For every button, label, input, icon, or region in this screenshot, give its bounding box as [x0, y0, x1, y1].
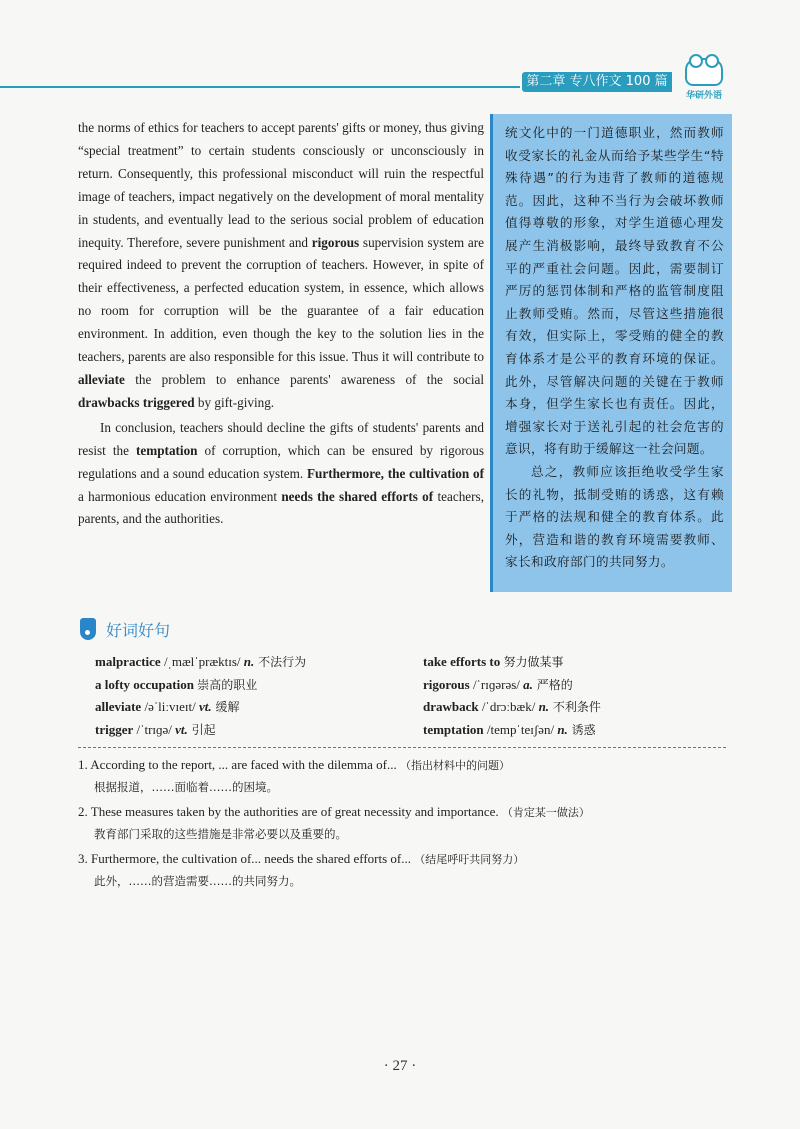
- text-run: a harmonious education environment: [78, 488, 282, 504]
- vocab-meaning: 诱惑: [567, 722, 596, 737]
- vocab-row: [95, 721, 635, 744]
- vocab-item: [95, 653, 306, 670]
- vocab-word: temptation: [423, 721, 484, 737]
- vocab-item: [95, 676, 257, 693]
- vocab-phonetic: /ˈtrɪɡə/: [133, 721, 176, 737]
- vocab-phonetic: /ˌmælˈpræktɪs/: [160, 654, 244, 669]
- sentence-text: 2. These measures taken by the authorities are of great necessity and importance.: [78, 804, 502, 819]
- vocab-meaning: 缓解: [211, 700, 240, 714]
- dashed-divider: [78, 747, 726, 748]
- vocab-meaning: 严格的: [532, 677, 573, 692]
- vocab-word: a lofty occupation: [95, 676, 194, 692]
- sentence-item: [78, 848, 728, 891]
- vocab-pos: vt.: [175, 721, 188, 737]
- sentence-note: （结尾呼吁共同努力）: [414, 853, 525, 866]
- vocab-meaning: 不利条件: [549, 700, 601, 714]
- vocab-item: [95, 721, 216, 738]
- vocabulary-list: [95, 653, 635, 743]
- keyword: rigorous: [311, 234, 360, 250]
- vocab-word: trigger: [95, 721, 134, 737]
- keyword: Furthermore, the cultivation of: [306, 465, 484, 481]
- chinese-translation-box: [490, 114, 732, 592]
- page-number: · 27 ·: [383, 1058, 417, 1074]
- bookmark-icon: [80, 618, 96, 640]
- logo-text: 华研外语: [685, 91, 722, 101]
- vocab-word: alleviate: [95, 699, 142, 714]
- sentence-english: [78, 848, 728, 871]
- vocab-phonetic: /ˈrɪɡərəs/: [469, 676, 524, 692]
- vocab-item: [95, 698, 239, 715]
- keyword: drawbacks triggered: [78, 394, 195, 410]
- sentence-item: [78, 754, 728, 797]
- text-run: the problem to enhance parents' awareness of the social: [124, 371, 484, 387]
- vocab-word: drawback: [423, 699, 479, 714]
- sentence-english: [78, 754, 728, 777]
- text-run: the norms of ethics for teachers to accept parents' gifts or money, thus giving “special treatment” to certain students consciously or unconsciously in return. Consequently, this professional misconduct will ruin the respectful image of teachers, impact negatively on the development of moral mentality in students, and eventually lead to the serious social problem of education inequity. Therefore, severe punishment and: [78, 120, 484, 250]
- sentence-note: （肯定某一做法）: [501, 806, 590, 819]
- text-run: of corruption, which can be ensured by rigorous regulations and a sound education system.: [78, 442, 484, 481]
- sentence-chinese: 根据报道，……面临着……的困境。: [94, 780, 278, 794]
- publisher-logo: [676, 58, 732, 101]
- vocab-item: [423, 653, 564, 670]
- chinese-paragraph-2: 总之，教师应该拒绝收受学生家长的礼物，抵制受贿的诱惑，这有赖于严格的法规和健全的教育体系。此外，营造和谐的教育环境需要教师、家长和政府部门的共同努力。: [505, 463, 724, 570]
- vocab-pos: a.: [523, 676, 533, 692]
- vocab-phonetic: /əˈliːvɪeɪt/: [141, 699, 199, 714]
- chinese-paragraph-1: 统文化中的一门道德职业，然而教师收受家长的礼金从而给予某些学生“特殊待遇”的行为违背了教师的道德规范。因此，这种不当行为会破坏教师值得尊敬的形象，对学生道德心理发展产生消极影响，最终导致教育不公平的严重社会问题。因此，需要制订严厉的惩罚体制和严格的监管制度阻止教师受贿。然而，尽管这些措施很有效，但实际上，零受贿的健全的教育体系才是公平的教育环境的保证。此外，尽管解决问题的关键在于教师本身，但学生家长也有责任。因此，增强家长对于送礼引起的社会危害的意识，将有助于缓解这一社会问题。: [505, 125, 724, 457]
- english-essay: [78, 117, 484, 531]
- vocab-row: [95, 653, 635, 676]
- vocab-item: [423, 698, 601, 715]
- vocab-item: [423, 721, 596, 738]
- text-run: supervision system are required indeed to prevent the corruption of teachers. However, in spite of their effectiveness, a perfected education system, in essence, which allows no room for corruption will be the guarantee of a fair education environment. In addition, even though the key to the solution lies in the teachers, parents are also responsible for this issue. Thus it will contribute to: [78, 234, 484, 365]
- keyword: needs the shared efforts of: [281, 488, 434, 504]
- chapter-label: 第二章 专八作文 100 篇: [522, 72, 672, 92]
- header-rule: [0, 86, 520, 88]
- vocab-item: [423, 676, 573, 693]
- useful-sentences: [78, 754, 728, 895]
- vocab-meaning: 努力做某事: [503, 655, 564, 669]
- text-run: by gift-giving.: [194, 394, 275, 410]
- keyword: alleviate: [78, 371, 125, 387]
- vocab-word: take efforts to: [423, 654, 501, 669]
- sentence-item: [78, 801, 728, 844]
- vocab-word: malpractice: [95, 654, 161, 669]
- vocab-phonetic: /ˈdrɔːbæk/: [478, 699, 539, 714]
- vocab-meaning: 引起: [187, 722, 216, 737]
- english-paragraph-2: [78, 417, 484, 532]
- vocab-row: [95, 676, 635, 699]
- frog-logo-icon: [685, 58, 723, 86]
- vocab-pos: vt.: [198, 699, 212, 714]
- vocab-meaning: 崇高的职业: [197, 677, 258, 692]
- vocab-pos: n.: [243, 654, 255, 669]
- sentence-chinese: 教育部门采取的这些措施是非常必要以及重要的。: [94, 827, 347, 841]
- vocab-meaning: 不法行为: [254, 655, 307, 669]
- sentence-text: 3. Furthermore, the cultivation of... needs the shared efforts of...: [78, 851, 415, 866]
- text-run: teachers, parents, and the authorities.: [78, 488, 484, 527]
- vocab-phonetic: /tempˈteɪʃən/: [483, 721, 558, 737]
- section-title: 好词好句: [106, 621, 171, 640]
- sentence-chinese: 此外，……的营造需要……的共同努力。: [94, 874, 301, 888]
- english-paragraph-1: [78, 117, 484, 415]
- sentence-text: 1. According to the report, ... are faced with the dilemma of...: [78, 757, 401, 772]
- sentence-note: （指出材料中的问题）: [400, 759, 511, 772]
- vocab-row: [95, 698, 635, 721]
- vocab-pos: n.: [538, 699, 550, 714]
- vocab-word: rigorous: [423, 676, 470, 692]
- sentence-english: [78, 801, 728, 824]
- text-run: In conclusion, teachers should decline the gifts of students' parents and resist the: [78, 419, 484, 458]
- vocab-pos: n.: [557, 721, 568, 737]
- keyword: temptation: [135, 442, 198, 458]
